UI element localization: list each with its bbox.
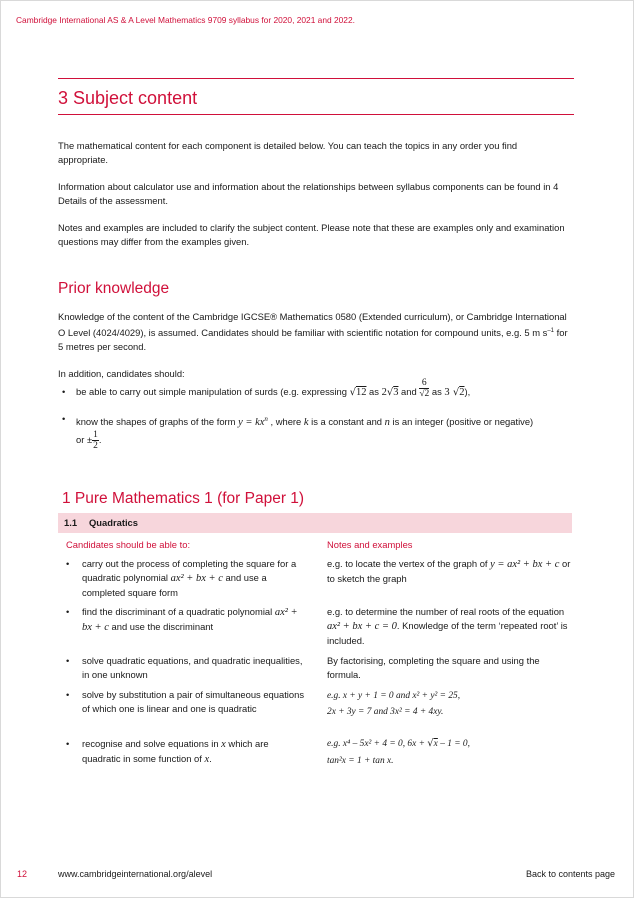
topic-name: Quadratics bbox=[89, 517, 138, 528]
bullet-icon: • bbox=[62, 413, 66, 424]
note-item: By factorising, completing the square and using the formula. bbox=[327, 655, 540, 680]
note-item: e.g. to locate the vertex of the graph of y = ax² + bx + c or to sketch the graph bbox=[327, 558, 571, 584]
list-item: • find the discriminant of a quadratic polynomial ax² + bx + c and use the discriminant bbox=[66, 606, 298, 633]
bullet-icon: • bbox=[66, 689, 70, 700]
list-item: • carry out the process of completing the square for a quadratic polynomial ax² + bx + c and use a completed square form bbox=[66, 558, 297, 598]
in-addition-text: In addition, candidates should: bbox=[58, 368, 185, 379]
topic-number: 1.1 bbox=[64, 517, 78, 528]
running-header: Cambridge International AS & A Level Mathematics 9709 syllabus for 2020, 2021 and 2022. bbox=[16, 15, 355, 25]
section-rule-bottom bbox=[58, 114, 574, 115]
section-rule-top bbox=[58, 78, 574, 79]
sqrt-icon: √ bbox=[349, 387, 356, 398]
bullet-icon: • bbox=[66, 738, 70, 749]
prior-knowledge-heading: Prior knowledge bbox=[58, 280, 170, 297]
pure-mathematics-heading: 1 Pure Mathematics 1 (for Paper 1) bbox=[62, 490, 305, 507]
surd-bullet: • be able to carry out simple manipulation of surds (e.g. expressing √12 as 2√3 and $\frac{6}{√2}$ as 3 √2), bbox=[62, 378, 471, 400]
footer-website-link[interactable]: www.cambridgeinternational.org/alevel bbox=[58, 869, 213, 879]
note-item: e.g. x⁴ – 5x² + 4 = 0, 6x + √x – 1 = 0, tan²x = 1 + tan x. bbox=[327, 738, 470, 766]
section-title: 3 Subject content bbox=[58, 88, 198, 108]
list-item: • solve quadratic equations, and quadratic inequalities, in one unknown bbox=[66, 655, 303, 680]
bullet-icon: • bbox=[66, 606, 70, 617]
graph-shape-bullet: • know the shapes of graphs of the form $y = kx^n$ , where k is a constant and n is an integer (positive or negative) or ± $\frac{1}{2}$ . bbox=[62, 413, 534, 452]
intro-paragraph-1: The mathematical content for each component is detailed below. You can teach the topics in any order you find appropriate. bbox=[58, 140, 518, 165]
bullet-icon: • bbox=[66, 655, 70, 666]
back-to-contents-link[interactable]: Back to contents page bbox=[525, 869, 615, 879]
note-item: e.g. x + y + 1 = 0 and x² + y² = 25, 2x + 3y = 7 and 3x² = 4 + 4xy. bbox=[327, 691, 461, 717]
intro-paragraph-2: Information about calculator use and information about the relationships between syllabus components can be found in 4 Details of the assessment. bbox=[58, 181, 559, 206]
column-heading-notes: Notes and examples bbox=[327, 539, 413, 550]
list-item: • recognise and solve equations in x which are quadratic in some function of x. bbox=[66, 738, 269, 765]
page-number: 12 bbox=[17, 869, 28, 879]
topic-band-quadratics bbox=[58, 513, 572, 533]
sqrt-icon: √ bbox=[427, 738, 434, 749]
bullet-icon: • bbox=[62, 386, 66, 397]
list-item: • solve by substitution a pair of simultaneous equations of which one is linear and one is quadratic bbox=[66, 689, 305, 714]
column-heading-candidates: Candidates should be able to: bbox=[66, 539, 191, 550]
bullet-icon: • bbox=[66, 558, 70, 569]
prior-knowledge-paragraph: Knowledge of the content of the Cambridge IGCSE® Mathematics 0580 (Extended curriculum), or Cambridge International O Level (4024/4029), is assumed. Candidates should be familiar with scientific notation for compound units, e.g. 5 m $s^{-1}$ for 5 metres per second. bbox=[58, 311, 568, 353]
intro-paragraph-3: Notes and examples are included to clarify the subject content. Please note that these are examples only and examination questions may differ from the examples given. bbox=[58, 222, 565, 247]
note-item: e.g. to determine the number of real roots of the equation ax² + bx + c = 0. Knowledge of the term ‘repeated root’ is included. bbox=[327, 606, 568, 646]
